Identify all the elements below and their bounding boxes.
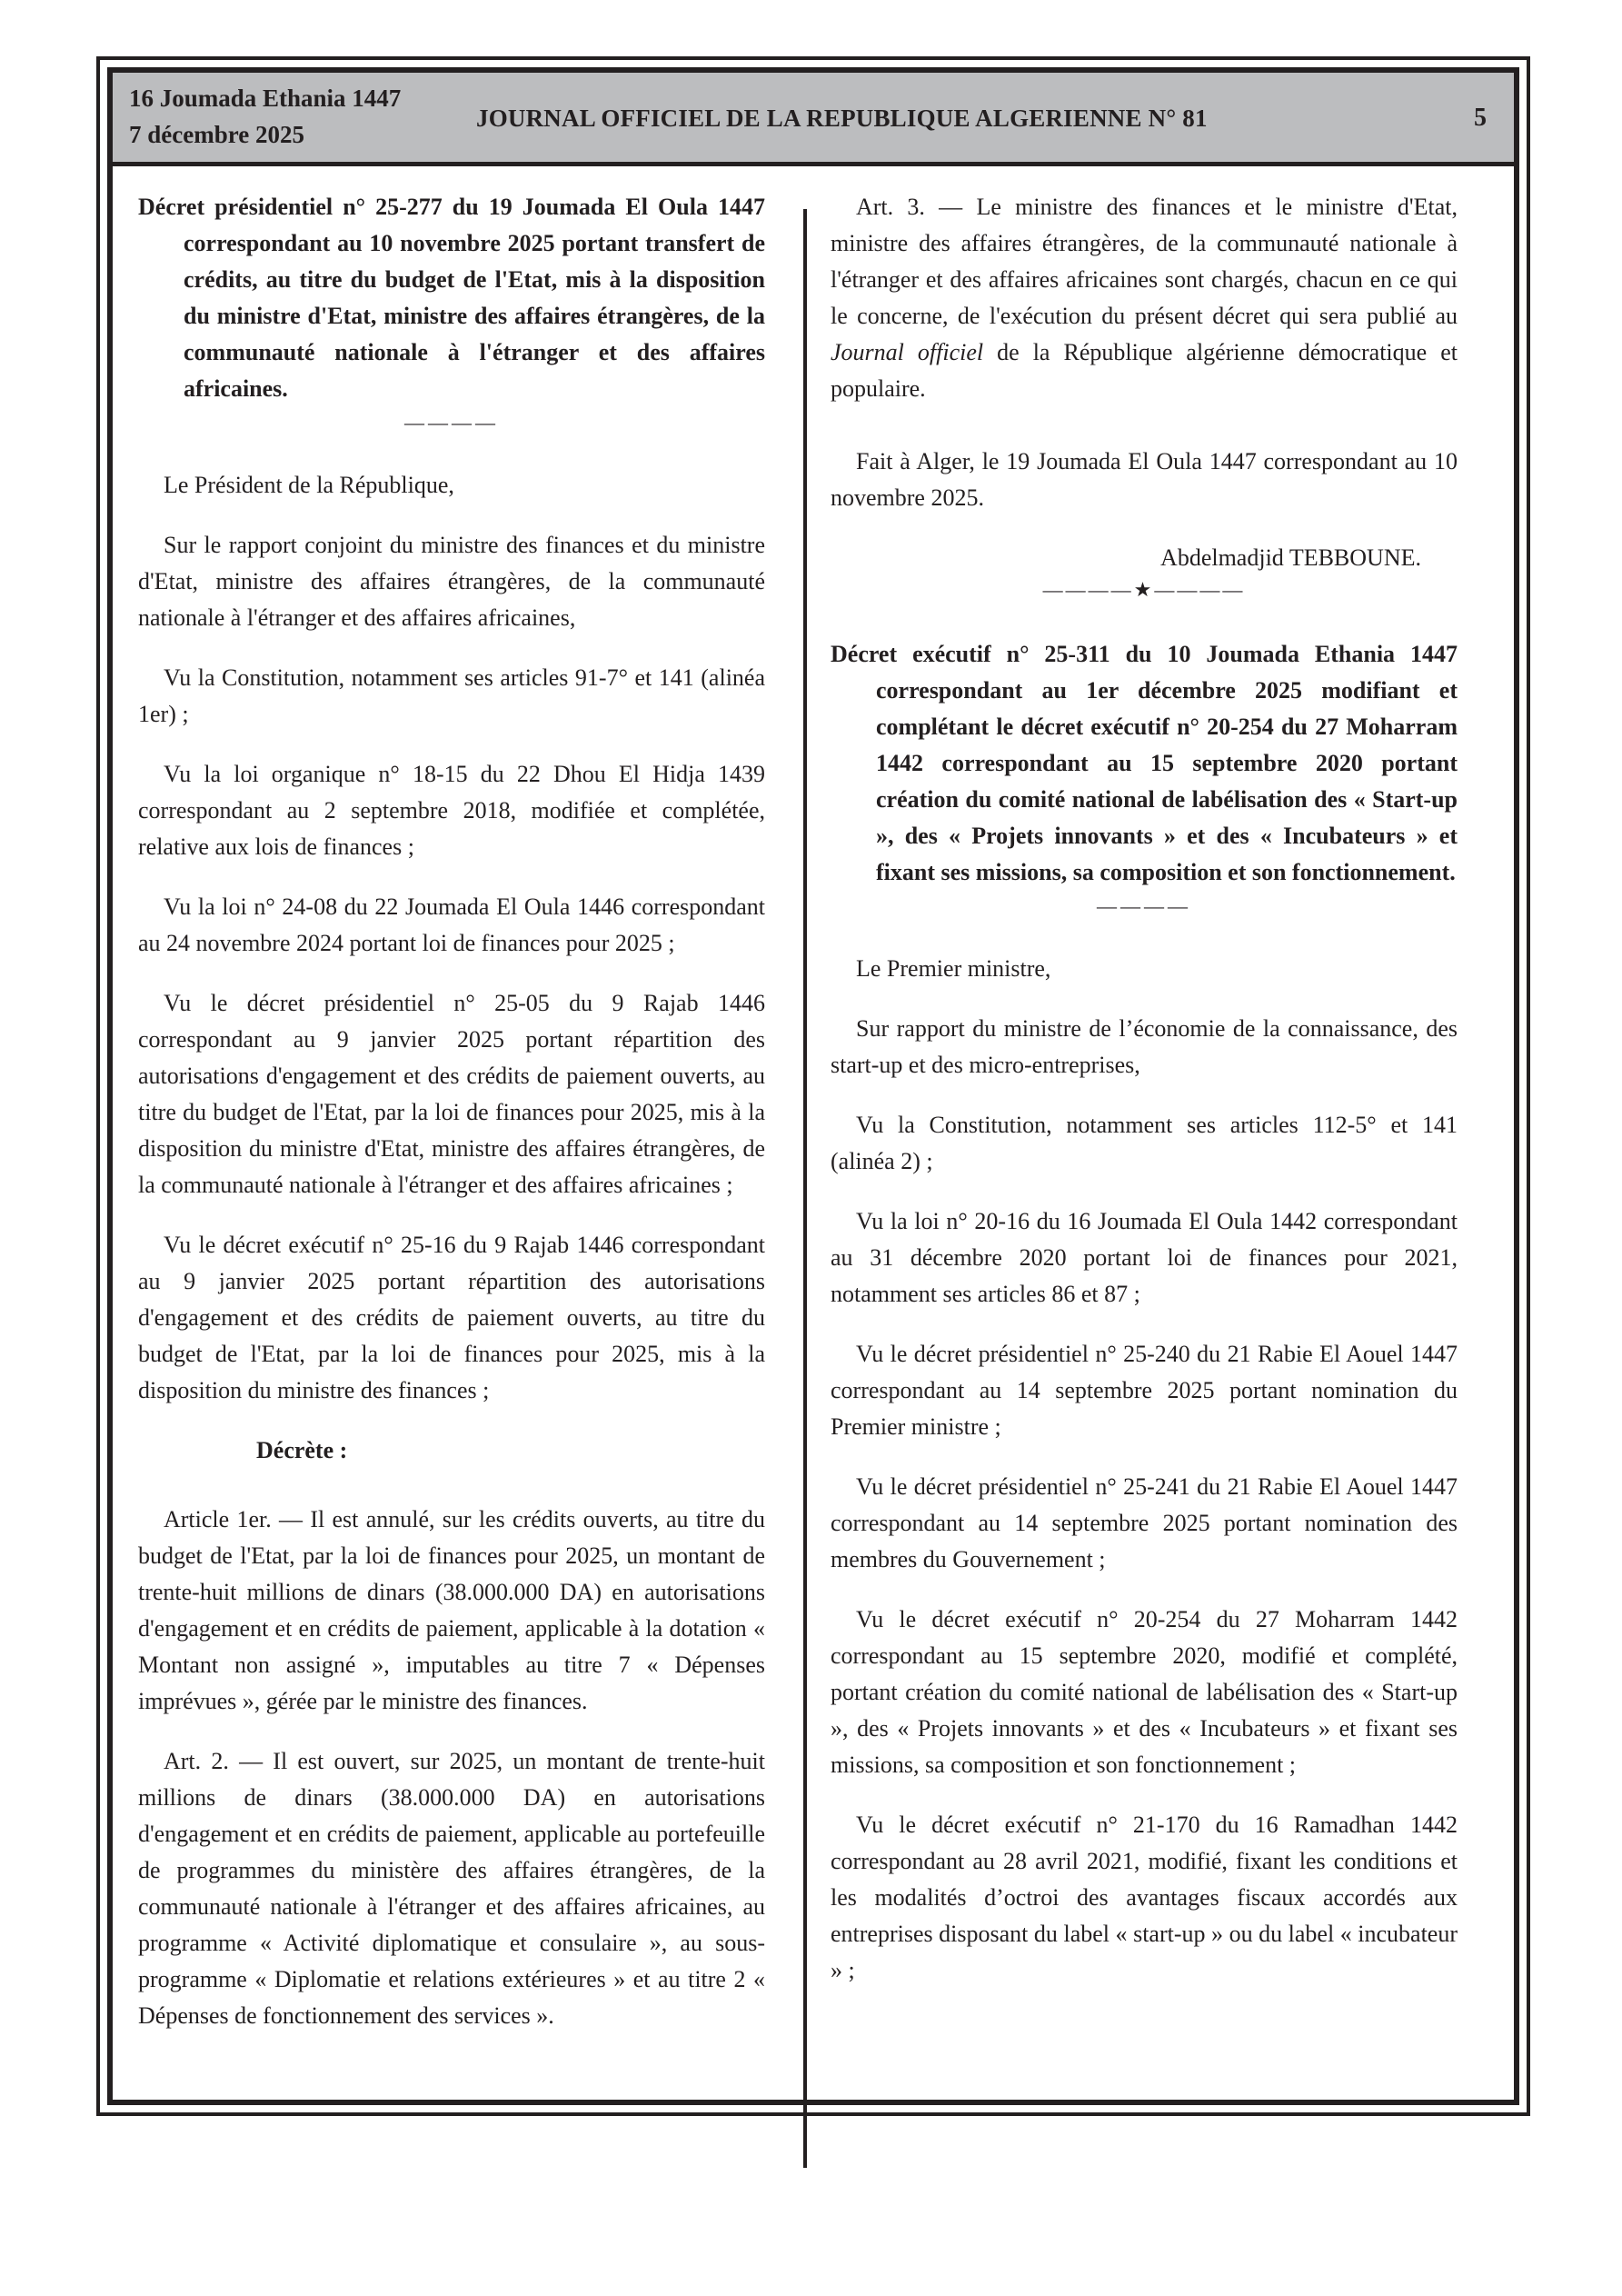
paragraph: Vu le décret exécutif n° 20-254 du 27 Moharram 1442 correspondant au 15 septembre 2020, modifié et complété, portant création du comité national de labélisation des « Start-up », des « Projets innovants » et des « Incubateurs » et fixant ses missions, sa composition et son fonctionnement ; [831, 1606, 1458, 1778]
paragraph: Sur rapport du ministre de l’économie de la connaissance, des start-up et des micro-entreprises, [831, 1015, 1458, 1078]
journal-officiel-italic: Journal officiel [831, 339, 984, 365]
article-3-text-end: de la République algérienne démocratique et populaire. [831, 339, 1458, 402]
decree-title-25-311: Décret exécutif n° 25-311 du 10 Joumada Ethania 1447 correspondant au 1er décembre 2025 modifiant et complétant le décret exécutif n° 20-254 du 27 Moharram 1442 correspondant au 15 septembre 2020 portant création du comité national de labélisation des « Start-up », des « Projets innovants » et des « Incubateurs » et fixant ses missions, sa composition et son fonctionnement. [831, 641, 1458, 885]
signature: Abdelmadjid TEBBOUNE. [1160, 544, 1421, 571]
section-separator: ———— [404, 411, 499, 434]
article-3 [831, 189, 1458, 407]
journal-title: JOURNAL OFFICIEL DE LA REPUBLIQUE ALGERIENNE N° 81 [476, 105, 1208, 132]
paragraph: Vu la Constitution, notamment ses articles 91-7° et 141 (alinéa 1er) ; [138, 664, 765, 727]
decree-title-25-277: Décret présidentiel n° 25-277 du 19 Joumada El Oula 1447 correspondant au 10 novembre 2025 portant transfert de crédits, au titre du budget de l'Etat, mis à la disposition du ministre d'Etat, ministre des affaires étrangères, de la communauté nationale à l'étranger et des affaires africaines. [138, 194, 765, 402]
paragraph: Vu le décret présidentiel n° 25-240 du 21 Rabie El Aouel 1447 correspondant au 14 septembre 2025 portant nomination du Premier ministre ; [831, 1341, 1458, 1440]
header-dates [129, 80, 401, 153]
section-separator: ———— [1097, 894, 1191, 917]
paragraph: Sur le rapport conjoint du ministre des finances et du ministre d'Etat, ministre des affaires étrangères, de la communauté nationale à l'étranger et des affaires africaines, [138, 532, 765, 631]
paragraph: Vu la loi organique n° 18-15 du 22 Dhou El Hidja 1439 correspondant au 2 septembre 2018, modifiée et complétée, relative aux lois de finances ; [138, 761, 765, 860]
paragraph: Vu le décret présidentiel n° 25-241 du 21 Rabie El Aouel 1447 correspondant au 14 septembre 2025 portant nomination des membres du Gouvernement ; [831, 1473, 1458, 1572]
fait-a-alger: Fait à Alger, le 19 Joumada El Oula 1447 correspondant au 10 novembre 2025. [831, 448, 1458, 511]
paragraph: Vu le décret exécutif n° 21-170 du 16 Ramadhan 1442 correspondant au 28 avril 2021, modifié, fixant les conditions et les modalités d’octroi des avantages fiscaux accordés aux entreprises disposant du label « start-up » ou du label « incubateur » ; [831, 1812, 1458, 1983]
article-3-text: Art. 3. — Le ministre des finances et le ministre d'Etat, ministre des affaires étrangères, de la communauté nationale à l'étranger et des affaires africaines sont chargés, chacun en ce qui le concerne, de l'exécution du présent décret qui sera publié au [831, 194, 1458, 329]
page-number: 5 [1474, 104, 1487, 132]
page-outer-frame [96, 56, 1530, 2116]
left-column [138, 189, 765, 2058]
paragraph: Le Premier ministre, [856, 955, 1051, 982]
paragraph: Vu la loi n° 24-08 du 22 Joumada El Oula 1446 correspondant au 24 novembre 2024 portant loi de finances pour 2025 ; [138, 893, 765, 956]
article-2: Art. 2. — Il est ouvert, sur 2025, un montant de trente-huit millions de dinars (38.000.000 DA) en autorisations d'engagement et en crédits de paiement, applicable au portefeuille de programmes du ministère des affaires étrangères, de la communauté nationale à l'étranger et des affaires africaines, au programme « Activité diplomatique et consulaire », au sous-programme « Diplomatie et relations extérieures » et au titre 2 « Dépenses de fonctionnement des services ». [138, 1748, 765, 2029]
paragraph: Vu la Constitution, notamment ses articles 112-5° et 141 (alinéa 2) ; [831, 1112, 1458, 1174]
column-divider [803, 209, 807, 2168]
page-inner-frame [107, 67, 1519, 2105]
star-separator: ————★———— [1042, 578, 1246, 601]
article-1: Article 1er. — Il est annulé, sur les crédits ouverts, au titre du budget de l'Etat, par la loi de finances pour 2025, un montant de trente-huit millions de dinars (38.000.000 DA) en autorisations d'engagement et en crédits de paiement, applicable à la dotation « Montant non assigné », imputables au titre 7 « Dépenses imprévues », gérée par le ministre des finances. [138, 1506, 765, 1714]
paragraph: Vu le décret exécutif n° 25-16 du 9 Rajab 1446 correspondant au 9 janvier 2025 portant répartition des autorisations d'engagement et des crédits de paiement ouverts, au titre du budget de l'Etat, par la loi de finances pour 2025, mis à la disposition du ministre des finances ; [138, 1232, 765, 1403]
journal-header [113, 73, 1514, 166]
header-date-hijri: 16 Joumada Ethania 1447 [129, 85, 402, 112]
decrete-heading: Décrète : [256, 1437, 348, 1463]
header-date-gregorian: 7 décembre 2025 [129, 121, 304, 148]
paragraph: Vu la loi n° 20-16 du 16 Joumada El Oula 1442 correspondant au 31 décembre 2020 portant loi de finances pour 2021, notamment ses articles 86 et 87 ; [831, 1208, 1458, 1307]
paragraph: Le Président de la République, [164, 472, 454, 498]
right-column [831, 189, 1458, 2012]
paragraph: Vu le décret présidentiel n° 25-05 du 9 Rajab 1446 correspondant au 9 janvier 2025 portant répartition des autorisations d'engagement et des crédits de paiement ouverts, au titre du budget de l'Etat, par la loi de finances pour 2025, mis à la disposition du ministre d'Etat, ministre des affaires étrangères, de la communauté nationale à l'étranger et des affaires africaines ; [138, 990, 765, 1198]
